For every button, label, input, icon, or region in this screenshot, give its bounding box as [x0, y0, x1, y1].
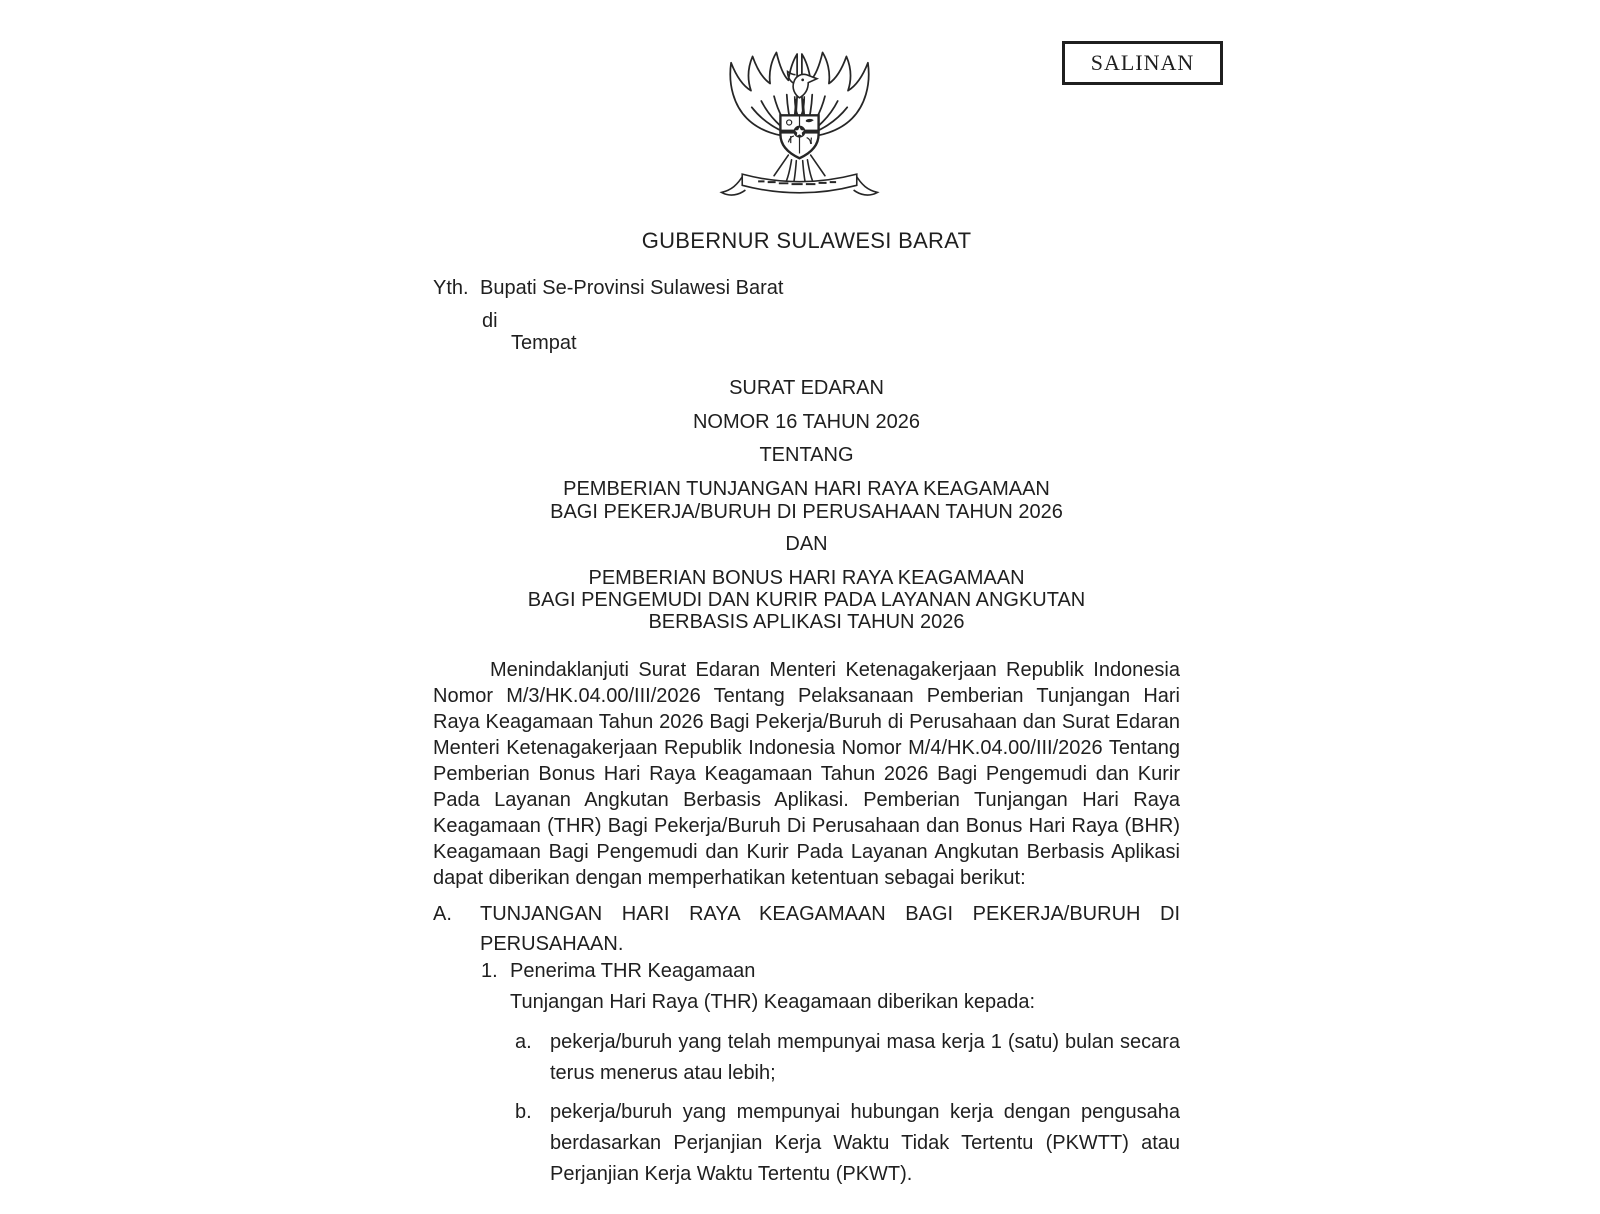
doc-subject-2-line-1: PEMBERIAN BONUS HARI RAYA KEAGAMAAN — [588, 567, 1025, 589]
page-title: GUBERNUR SULAWESI BARAT — [641, 228, 972, 253]
doc-subject-1-line-1: PEMBERIAN TUNJANGAN HARI RAYA KEAGAMAAN — [563, 478, 1050, 500]
point-1-title: Penerima THR Keagamaan — [510, 960, 756, 982]
salinan-stamp — [1062, 41, 1223, 85]
doc-subject-2 — [433, 567, 1180, 633]
doc-subject-2-line-3: BERBASIS APLIKASI TAHUN 2026 — [648, 611, 965, 633]
doc-type-heading: SURAT EDARAN — [729, 377, 884, 399]
doc-subject-2-line-2: BAGI PENGEMUDI DAN KURIR PADA LAYANAN ANGKUTAN — [527, 589, 1086, 611]
opening-paragraph: Menindaklanjuti Surat Edaran Menteri Ketenagakerjaan Republik Indonesia Nomor M/3/HK.04.00/III/2026 Tentang Pelaksanaan Pemberian Tunjangan Hari Raya Keagamaan Tahun 2026 Bagi Pekerja/Buruh di Perusahaan dan Surat Edaran Menteri Ketenagakerjaan Republik Indonesia Nomor M/4/HK.04.00/III/2026 Tentang Pemberian Bonus Hari Raya Keagamaan Tahun 2026 Bagi Pengemudi dan Kurir Pada Layanan Angkutan Berbasis Aplikasi. Pemberian Tunjangan Hari Raya Keagamaan (THR) Bagi Pekerja/Buruh Di Perusahaan dan Bonus Hari Raya (BHR) Keagamaan Bagi Pengemudi dan Kurir Pada Layanan Angkutan Berbasis Aplikasi dapat diberikan dengan memperhatikan ketentuan sebagai berikut: — [433, 659, 1180, 889]
doc-tentang-heading: TENTANG — [759, 444, 854, 466]
list-item-b-text: pekerja/buruh yang mempunyai hubungan kerja dengan pengusaha berdasarkan Perjanjian Kerja Waktu Tidak Tertentu (PKWTT) atau Perjanjian Kerja Waktu Tertentu (PKWT). — [550, 1101, 1180, 1185]
addressee-place: Tempat — [511, 332, 577, 354]
list-item-b — [433, 1097, 1180, 1190]
list-item-a — [433, 1027, 1180, 1089]
doc-subject-1-line-2: BAGI PEKERJA/BURUH DI PERUSAHAAN TAHUN 2026 — [550, 501, 1063, 523]
garuda-pancasila-icon — [712, 48, 887, 216]
addressee-line — [433, 277, 1180, 299]
list-item-a-text: pekerja/buruh yang telah mempunyai masa kerja 1 (satu) bulan secara terus menerus atau lebih; — [550, 1031, 1180, 1084]
list-item-a-label: a. — [515, 1031, 532, 1053]
doc-number-heading: NOMOR 16 TAHUN 2026 — [692, 411, 921, 433]
point-1-intro: Tunjangan Hari Raya (THR) Keagamaan diberikan kepada: — [510, 991, 1036, 1013]
point-1-label: 1. — [481, 960, 498, 982]
doc-subject-1 — [433, 478, 1180, 524]
list-item-b-label: b. — [515, 1101, 532, 1123]
addressee-recipient: Bupati Se-Provinsi Sulawesi Barat — [480, 277, 784, 299]
addressee-salutation: Yth. — [433, 277, 469, 299]
section-a-label: A. — [433, 903, 452, 925]
salinan-stamp-label: SALINAN — [1090, 50, 1195, 75]
section-a — [433, 899, 1180, 959]
doc-conjunction: DAN — [785, 533, 828, 555]
addressee-preposition: di — [482, 310, 498, 332]
section-a-text: TUNJANGAN HARI RAYA KEAGAMAAN BAGI PEKERJA/BURUH DI PERUSAHAAN. — [480, 903, 1180, 955]
letter-content — [433, 228, 1180, 1190]
point-1 — [433, 959, 1180, 983]
